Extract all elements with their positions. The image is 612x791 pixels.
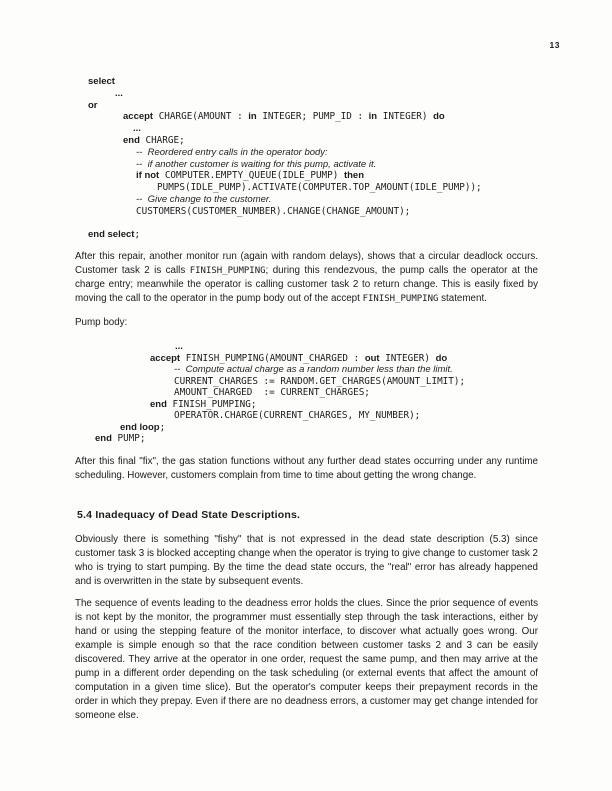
code-block-pump-body: ... accept FINISH_PUMPING(AMOUNT_CHARGED : out INTEGER) do -- Compute actual charge as a random number less than the limit. CURRENT_CHARGES := RANDOM.GET_CHARGES(AMOUNT_LIMIT); AMOUNT_CHARGED := CURRENT_CHARGES; end FINISH_PUMPING; OPERATOR.CHARGE(CURRENT_CHARGES, MY_NUMBER); end loop; end PUMP; <box>95 341 466 444</box>
paragraph-circular-deadlock: After this repair, another monitor run (again with random delays), shows that a circular deadlock occurs. Customer task 2 is calls FINISH_PUMPING; during this rendezvous, the pump calls the operator at the charge entry; meanwhile the operator is calling customer task 2 to return change. This is easily fixed by moving the call to the operator in the pump body out of the accept FINISH_PUMPING statement. <box>75 251 538 304</box>
page-number: 13 <box>549 40 560 50</box>
paragraph-event-sequence: The sequence of events leading to the deadness error holds the clues. Since the prior sequence of events is not kept by the monitor, the programmer must essentially step through the task interactions, either by hand or using the stepping feature of the monitor interface, to discover what actually goes wrong. Our example is simple enough so that the race condition between customer tasks 2 and 3 can be easily discovered. They arrive at the operator in one order, request the same pump, and then may arrive at the pump in a different order depending on the task scheduling (or external events that affect the amount of computation in a given time slice). But the operator's computer keeps their prepayment records in the order in which they prepay. Even if there are no deadness errors, a customer may get change intended for someone else. <box>75 598 538 721</box>
paragraph-fishy-error: Obviously there is something "fishy" that is not expressed in the dead state description (5.3) since customer task 3 is blocked accepting change when the operator is trying to give change to customer task 2 who is trying to start pumping. By the time the dead state occurs, the "real" error has already happened and is overwritten in the state by subsequent events. <box>75 534 538 587</box>
paragraph-final-fix: After this final "fix", the gas station functions without any further dead states occurring under any runtime scheduling. However, customers complain from time to time about getting the wrong change. <box>75 456 538 481</box>
section-heading-5-4: 5.4 Inadequacy of Dead State Descriptions. <box>77 509 301 521</box>
pump-body-label: Pump body: <box>75 317 128 328</box>
code-block-operator-select: select ... or accept CHARGE(AMOUNT : in INTEGER; PUMP_ID : in INTEGER) do ... end CHARGE; -- Reordered entry calls in the operator body: -- if another customer is waiting for this pump, activate it. if not COMPUTER.EMPTY_QUEUE(IDLE_PUMP) then PUMPS(IDLE_PUMP).ACTIVATE(COMPUTER.TOP_AMOUNT(IDLE_PUMP)); -- Give change to the customer. CUSTOMERS(CUSTOMER_NUMBER).CHANGE(CHANGE_AMOUNT); end select; <box>88 76 482 241</box>
